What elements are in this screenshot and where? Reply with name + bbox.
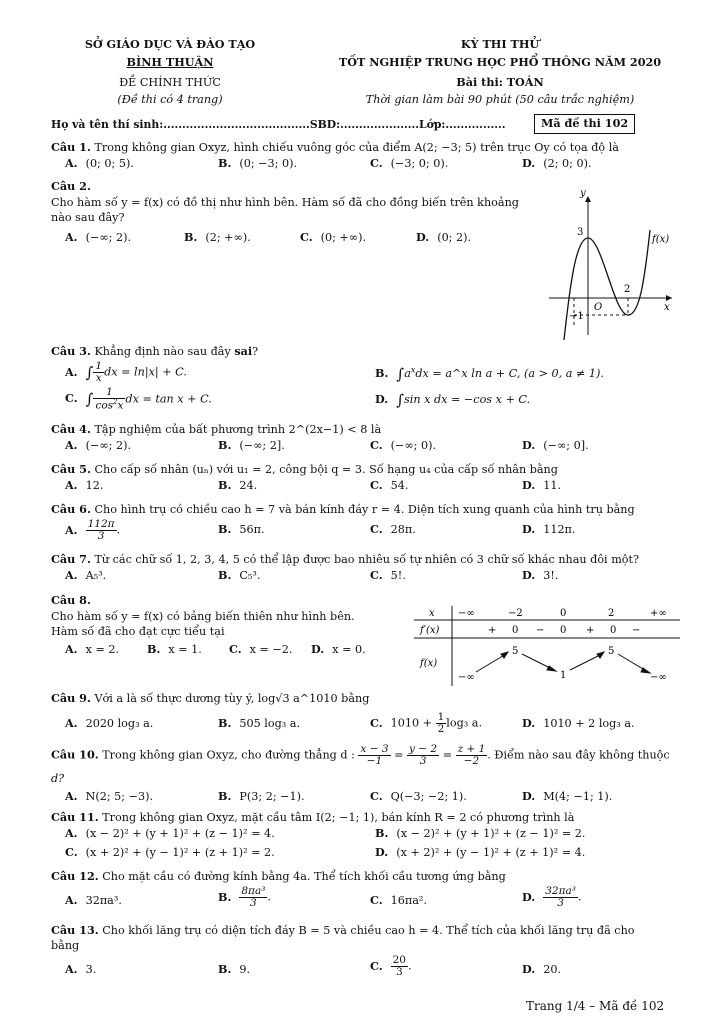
q13-option-c[interactable]: $\frac{20}{3}$	[392, 954, 406, 979]
q2-label: Câu 2.	[51, 179, 91, 193]
table-deriv-head: f′(x)	[420, 625, 440, 636]
q10-text-2: . Điểm nào sau đây không thuộc	[487, 748, 670, 762]
function-curve	[564, 230, 650, 340]
q10-option-a[interactable]: N(2; 5; −3).	[85, 790, 154, 803]
pages-note: (Đề thi có 4 trang)	[117, 93, 223, 106]
q7-option-d[interactable]: 3!.	[543, 569, 559, 582]
q13-option-a[interactable]: 3.	[85, 963, 97, 976]
table-sign: +	[488, 625, 497, 636]
q2-text-2: nào sau đây?	[51, 211, 125, 224]
q1-option-d[interactable]: (2; 0; 0).	[543, 157, 592, 170]
q10-text-3: d?	[51, 772, 65, 785]
q7-option-a[interactable]: A₅³.	[85, 569, 107, 582]
q4-option-b[interactable]: (−∞; 2].	[239, 439, 285, 452]
q13-text-1: Cho khối lăng trụ có diện tích đáy B = 5 và chiều cao h = 4. Thể tích của khối lăng trụ đã cho	[102, 924, 635, 937]
exam-subject: Bài thi: TOÁN	[456, 75, 544, 89]
table-f-top-right: 5	[608, 646, 615, 657]
q4-text: Tập nghiệm của bất phương trình 2^(2x−1) < 8 là	[94, 423, 382, 436]
exam-title-1: KỲ THI THỬ	[460, 37, 540, 51]
q8-option-c[interactable]: x = −2.	[249, 643, 293, 656]
dept-line2: BÌNH THUẬN	[126, 55, 214, 69]
q12-option-a[interactable]: 32πa³.	[85, 894, 122, 907]
q11-option-d[interactable]: (x + 2)² + (y − 1)² + (z + 1)² = 4.	[396, 846, 586, 859]
q3-option-b[interactable]: dx = a^x ln a + C, (a > 0, a ≠ 1).	[415, 367, 604, 381]
table-x-val: 2	[608, 608, 615, 619]
q11-label: Câu 11.	[51, 810, 99, 824]
q4-option-d[interactable]: (−∞; 0].	[543, 439, 589, 452]
q6-option-d[interactable]: 112π.	[543, 523, 576, 536]
q10-label: Câu 10.	[51, 747, 99, 762]
table-sign: −	[536, 625, 545, 636]
y-label: y	[580, 190, 586, 199]
table-f-head: f(x)	[420, 658, 438, 669]
q8-variation-table	[414, 604, 680, 686]
table-f-bot-right: −∞	[650, 672, 667, 683]
page-footer: Trang 1/4 – Mã đề 102	[526, 999, 665, 1013]
q1-text: Trong không gian Oxyz, hình chiếu vuông góc của điểm A(2; −3; 5) trên trục Oy có tọa độ là	[94, 141, 619, 154]
q4-option-a[interactable]: (−∞; 2).	[85, 439, 132, 452]
table-x-val: +∞	[650, 608, 667, 619]
exam-title-2: TỐT NGHIỆP TRUNG HỌC PHỔ THÔNG NĂM 2020	[338, 55, 662, 69]
q5-option-a[interactable]: 12.	[85, 479, 104, 492]
q12-label: Câu 12.	[51, 869, 99, 883]
q12-option-b[interactable]: $\frac{\text{8πa³}}{3}$	[241, 885, 266, 910]
q1-option-c[interactable]: (−3; 0; 0).	[390, 157, 449, 170]
candidate-line: Họ và tên thí sinh:.......................................SBD:.....................Lớp:................	[51, 118, 506, 131]
integral-sign-icon: ∫	[396, 391, 405, 409]
q13-text-2: bằng	[51, 939, 80, 952]
q7-text: Từ các chữ số 1, 2, 3, 4, 5 có thể lập được bao nhiêu số tự nhiên có 3 chữ số khác nhau đôi một?	[94, 553, 640, 566]
q6-option-a[interactable]: $\frac{112\pi}{3}$	[87, 518, 115, 543]
curve-label: f(x)	[652, 234, 670, 245]
q11-text: Trong không gian Oxyz, mặt cầu tâm I(2; −1; 1), bán kính R = 2 có phương trình là	[102, 811, 575, 824]
q7-option-b[interactable]: C₅³.	[239, 569, 261, 582]
q5-option-b[interactable]: 24.	[239, 479, 258, 492]
q8-option-b[interactable]: x = 1.	[168, 643, 202, 656]
q10-text-1: Trong không gian Oxyz, cho đường thẳng d :	[102, 748, 355, 762]
q8-text-1: Cho hàm số y = f(x) có bảng biến thiên như hình bên.	[51, 610, 355, 623]
y-axis-arrow	[585, 196, 591, 202]
table-x-head: x	[429, 608, 435, 619]
q9-option-b[interactable]: 505 log₃ a.	[239, 717, 301, 730]
tick-y-minus1: −1	[569, 311, 584, 322]
q9-option-a[interactable]: 2020 log₃ a.	[85, 717, 154, 730]
integral-sign-icon: ∫	[85, 363, 94, 382]
q12-text: Cho mặt cầu có đường kính bằng 4a. Thể tích khối cầu tương ứng bằng	[102, 870, 506, 883]
q12-option-c[interactable]: 16πa².	[390, 894, 427, 907]
table-x-val: −2	[508, 608, 523, 619]
q5-text: Cho cấp số nhân (uₙ) với u₁ = 2, công bội q = 3. Số hạng u₄ của cấp số nhân bằng	[94, 463, 558, 476]
q10-option-c[interactable]: Q(−3; −2; 1).	[390, 790, 467, 803]
table-f-bot-left: −∞	[458, 672, 475, 683]
table-x-val: −∞	[458, 608, 475, 619]
origin-label: O	[594, 302, 603, 313]
table-sign: −	[632, 625, 641, 636]
q9-option-c[interactable]: C. 1010 + $\frac{1}{2}$ log₃ a.	[370, 711, 483, 736]
q6-label: Câu 6.	[51, 502, 91, 516]
exam-code: Mã đề thi 102	[534, 114, 635, 134]
x-label: x	[664, 302, 670, 313]
q3-option-d[interactable]: sin x dx = −cos x + C.	[404, 393, 531, 407]
q1-label: Câu 1.	[51, 140, 91, 154]
exam-time-note: Thời gian làm bài 90 phút (50 câu trắc nghiệm)	[365, 93, 635, 106]
q6-text: Cho hình trụ có chiều cao h = 7 và bán kính đáy r = 4. Diện tích xung quanh của hình trụ bằng	[94, 503, 635, 516]
q11-option-c[interactable]: (x + 2)² + (y − 1)² + (z + 1)² = 2.	[85, 846, 275, 859]
q6-option-b[interactable]: 56π.	[239, 523, 265, 536]
table-sign: +	[586, 625, 595, 636]
q13-option-d[interactable]: 20.	[543, 963, 561, 976]
q8-option-d[interactable]: x = 0.	[332, 643, 366, 656]
x-axis-arrow	[666, 295, 672, 301]
integral-sign-icon: ∫	[396, 365, 405, 383]
q2-option-a[interactable]: (−∞; 2).	[85, 231, 132, 244]
q9-label: Câu 9.	[51, 691, 91, 705]
table-sign: 0	[560, 625, 567, 636]
q3-option-a[interactable]: dx = ln|x| + C.	[104, 365, 187, 379]
q3-emphasis: sai	[234, 344, 253, 358]
tick-y-3: 3	[577, 227, 584, 238]
q5-label: Câu 5.	[51, 462, 91, 476]
q8-option-a[interactable]: x = 2.	[85, 643, 120, 656]
q1-option-a[interactable]: (0; 0; 5).	[85, 157, 134, 170]
table-f-mid: 1	[560, 670, 567, 681]
q5-option-d[interactable]: 11.	[543, 479, 561, 492]
q3-label: Câu 3.	[51, 344, 91, 358]
q11-option-a[interactable]: (x − 2)² + (y + 1)² + (z − 1)² = 4.	[85, 827, 275, 840]
q10-option-b[interactable]: P(3; 2; −1).	[239, 790, 305, 803]
q5-option-c[interactable]: 54.	[390, 479, 409, 492]
q2-option-d[interactable]: (0; 2).	[437, 231, 472, 244]
integral-sign-icon: ∫	[85, 390, 94, 409]
tick-x-2: 2	[624, 284, 631, 295]
q4-option-c[interactable]: (−∞; 0).	[390, 439, 437, 452]
official-label: ĐỀ CHÍNH THỨC	[119, 76, 221, 89]
dept-line1: SỞ GIÁO DỤC VÀ ĐÀO TẠO	[84, 37, 256, 51]
q2-option-b[interactable]: (2; +∞).	[205, 231, 251, 244]
q13-option-b[interactable]: 9.	[239, 963, 251, 976]
q2-text-1: Cho hàm số y = f(x) có đồ thị như hình bên. Hàm số đã cho đồng biến trên khoảng	[51, 196, 519, 209]
q6-option-c[interactable]: 28π.	[390, 523, 416, 536]
table-sign: 0	[512, 625, 519, 636]
q8-text-2: Hàm số đã cho đạt cực tiểu tại	[51, 625, 225, 638]
q7-label: Câu 7.	[51, 552, 91, 566]
q2-option-c[interactable]: (0; +∞).	[320, 231, 367, 244]
q9-option-d[interactable]: 1010 + 2 log₃ a.	[543, 717, 635, 730]
q4-label: Câu 4.	[51, 422, 91, 436]
q10-option-d[interactable]: M(4; −1; 1).	[543, 790, 613, 803]
q2-function-graph	[544, 190, 679, 340]
q3-text: Khẳng định nào sau đây	[94, 345, 231, 358]
q1-option-b[interactable]: (0; −3; 0).	[239, 157, 298, 170]
q13-label: Câu 13.	[51, 923, 99, 937]
q12-option-d[interactable]: $\frac{\text{32πa³}}{3}$	[545, 885, 576, 910]
table-f-top-left: 5	[512, 646, 519, 657]
q11-option-b[interactable]: (x − 2)² + (y + 1)² + (z − 1)² = 2.	[396, 827, 586, 840]
q9-text: Với a là số thực dương tùy ý, log√3 a^1010 bằng	[94, 692, 370, 705]
q3-option-c[interactable]: dx = tan x + C.	[125, 392, 212, 406]
table-sign: 0	[610, 625, 617, 636]
q7-option-c[interactable]: 5!.	[390, 569, 406, 582]
table-x-val: 0	[560, 608, 567, 619]
q8-label: Câu 8.	[51, 593, 91, 607]
